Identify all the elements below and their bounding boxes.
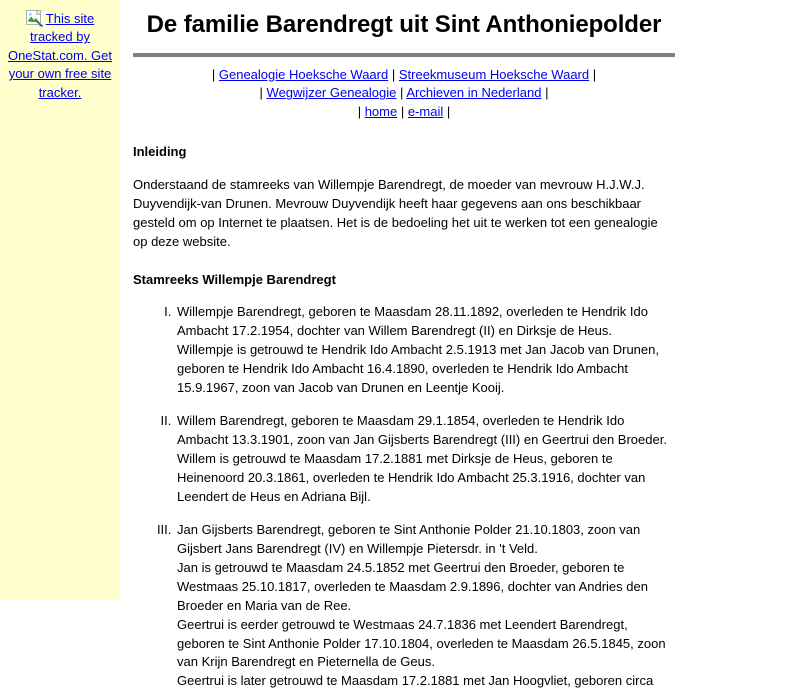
stamreeks-heading: Stamreeks Willempje Barendregt — [133, 272, 336, 287]
nav-link-home[interactable]: home — [364, 104, 398, 120]
page-title: De familie Barendregt uit Sint Anthoniepolder — [146, 11, 662, 38]
main-content — [120, 0, 800, 689]
generation-item — [175, 303, 675, 398]
generation-paragraph: Willem is getrouwd te Maasdam 17.2.1881 met Dirksje de Heus, geboren te Heinenoord 20.3.1861, overleden te Hendrik Ido Ambacht 25.3.1916, dochter van Leendert de Heus en Adriana Bijl. — [177, 450, 646, 504]
onestat-tracker-text: This site tracked by OneStat.com. Get your own free site tracker. — [7, 11, 113, 100]
generation-item — [175, 412, 675, 507]
generation-paragraph: Willempje is getrouwd te Hendrik Ido Ambacht 2.5.1913 met Jan Jacob van Drunen, geboren te Hendrik Ido Ambacht 16.4.1890, overleden te Hendrik Ido Ambacht 15.9.1967, zoon van Jacob van Drunen en Leentje Kooij. — [177, 341, 659, 395]
nav-link-email[interactable]: e-mail — [407, 104, 444, 120]
generation-paragraph: III. Jan Gijsberts Barendregt, geboren te Sint Anthonie Polder 21.10.1803, zoon van Gijsbert Jans Barendregt (IV) en Willempje Pietersdr. in 't Veld. — [177, 521, 641, 556]
nav-link-genealogie-hoeksche-waard[interactable]: Genealogie Hoeksche Waard — [218, 66, 389, 82]
nav-separator: | — [259, 85, 263, 101]
nav-separator: | — [400, 104, 405, 120]
intro-paragraph: Onderstaand de stamreeks van Willempje Barendregt, de moeder van mevrouw H.J.W.J. Duyvendijk-van Drunen. Mevrouw Duyvendijk heeft haar gegevens aan ons beschikbaar gesteld om op Internet te plaatsen. Het is de bedoeling het uit te werken tot een genealogie op deze website. — [133, 177, 658, 250]
generation-item — [175, 521, 675, 691]
nav-separator: | — [545, 85, 549, 101]
nav-separator: | — [391, 66, 396, 82]
nav-link-archieven-in-nederland[interactable]: Archieven in Nederland — [406, 85, 542, 101]
header-divider — [133, 53, 675, 57]
generation-paragraph: II. Willem Barendregt, geboren te Maasdam 29.1.1854, overleden te Hendrik Ido Ambacht 13.3.1901, zoon van Jan Gijsberts Barendregt (III) en Geertrui den Broeder. — [177, 412, 667, 447]
nav-separator: | — [400, 85, 404, 101]
generations-list — [130, 303, 675, 691]
sidebar — [0, 0, 120, 600]
nav-separator: | — [211, 66, 216, 82]
nav-separator: | — [357, 104, 362, 120]
nav-link-wegwijzer-genealogie[interactable]: Wegwijzer Genealogie — [266, 85, 397, 101]
generation-paragraph: Geertrui is later getrouwd te Maasdam 17.2.1881 met Jan Hoogvliet, geboren circa — [177, 673, 654, 689]
onestat-tracker-link[interactable] — [8, 11, 112, 100]
broken-image-icon — [26, 10, 43, 27]
generation-paragraph: I. Willempje Barendregt, geboren te Maasdam 28.11.1892, overleden te Hendrik Ido Ambacht 17.2.1954, dochter van Willem Barendregt (II) en Dirksje de Heus. — [177, 304, 648, 338]
nav-separator: | — [592, 66, 597, 82]
nav-separator: | — [446, 104, 451, 120]
nav-links — [130, 66, 678, 123]
nav-link-streekmuseum-hoeksche-waard[interactable]: Streekmuseum Hoeksche Waard — [398, 66, 590, 82]
nav-row-2 — [130, 84, 678, 103]
nav-row-1 — [130, 66, 678, 85]
nav-row-3 — [130, 103, 678, 122]
generation-paragraph: Jan is getrouwd te Maasdam 24.5.1852 met Geertrui den Broeder, geboren te Westmaas 25.10.1817, overleden te Maasdam 2.9.1896, dochter van Andries den Broeder en Maria van de Ree. — [177, 559, 648, 613]
inleiding-heading: Inleiding — [133, 144, 187, 160]
generation-paragraph: Geertrui is eerder getrouwd te Westmaas 24.7.1836 met Leendert Barendregt, geboren te Sint Anthonie Polder 17.10.1804, overleden te Maasdam 26.5.1845, zoon van Krijn Barendregt en Pieternella de Geus. — [177, 616, 666, 670]
